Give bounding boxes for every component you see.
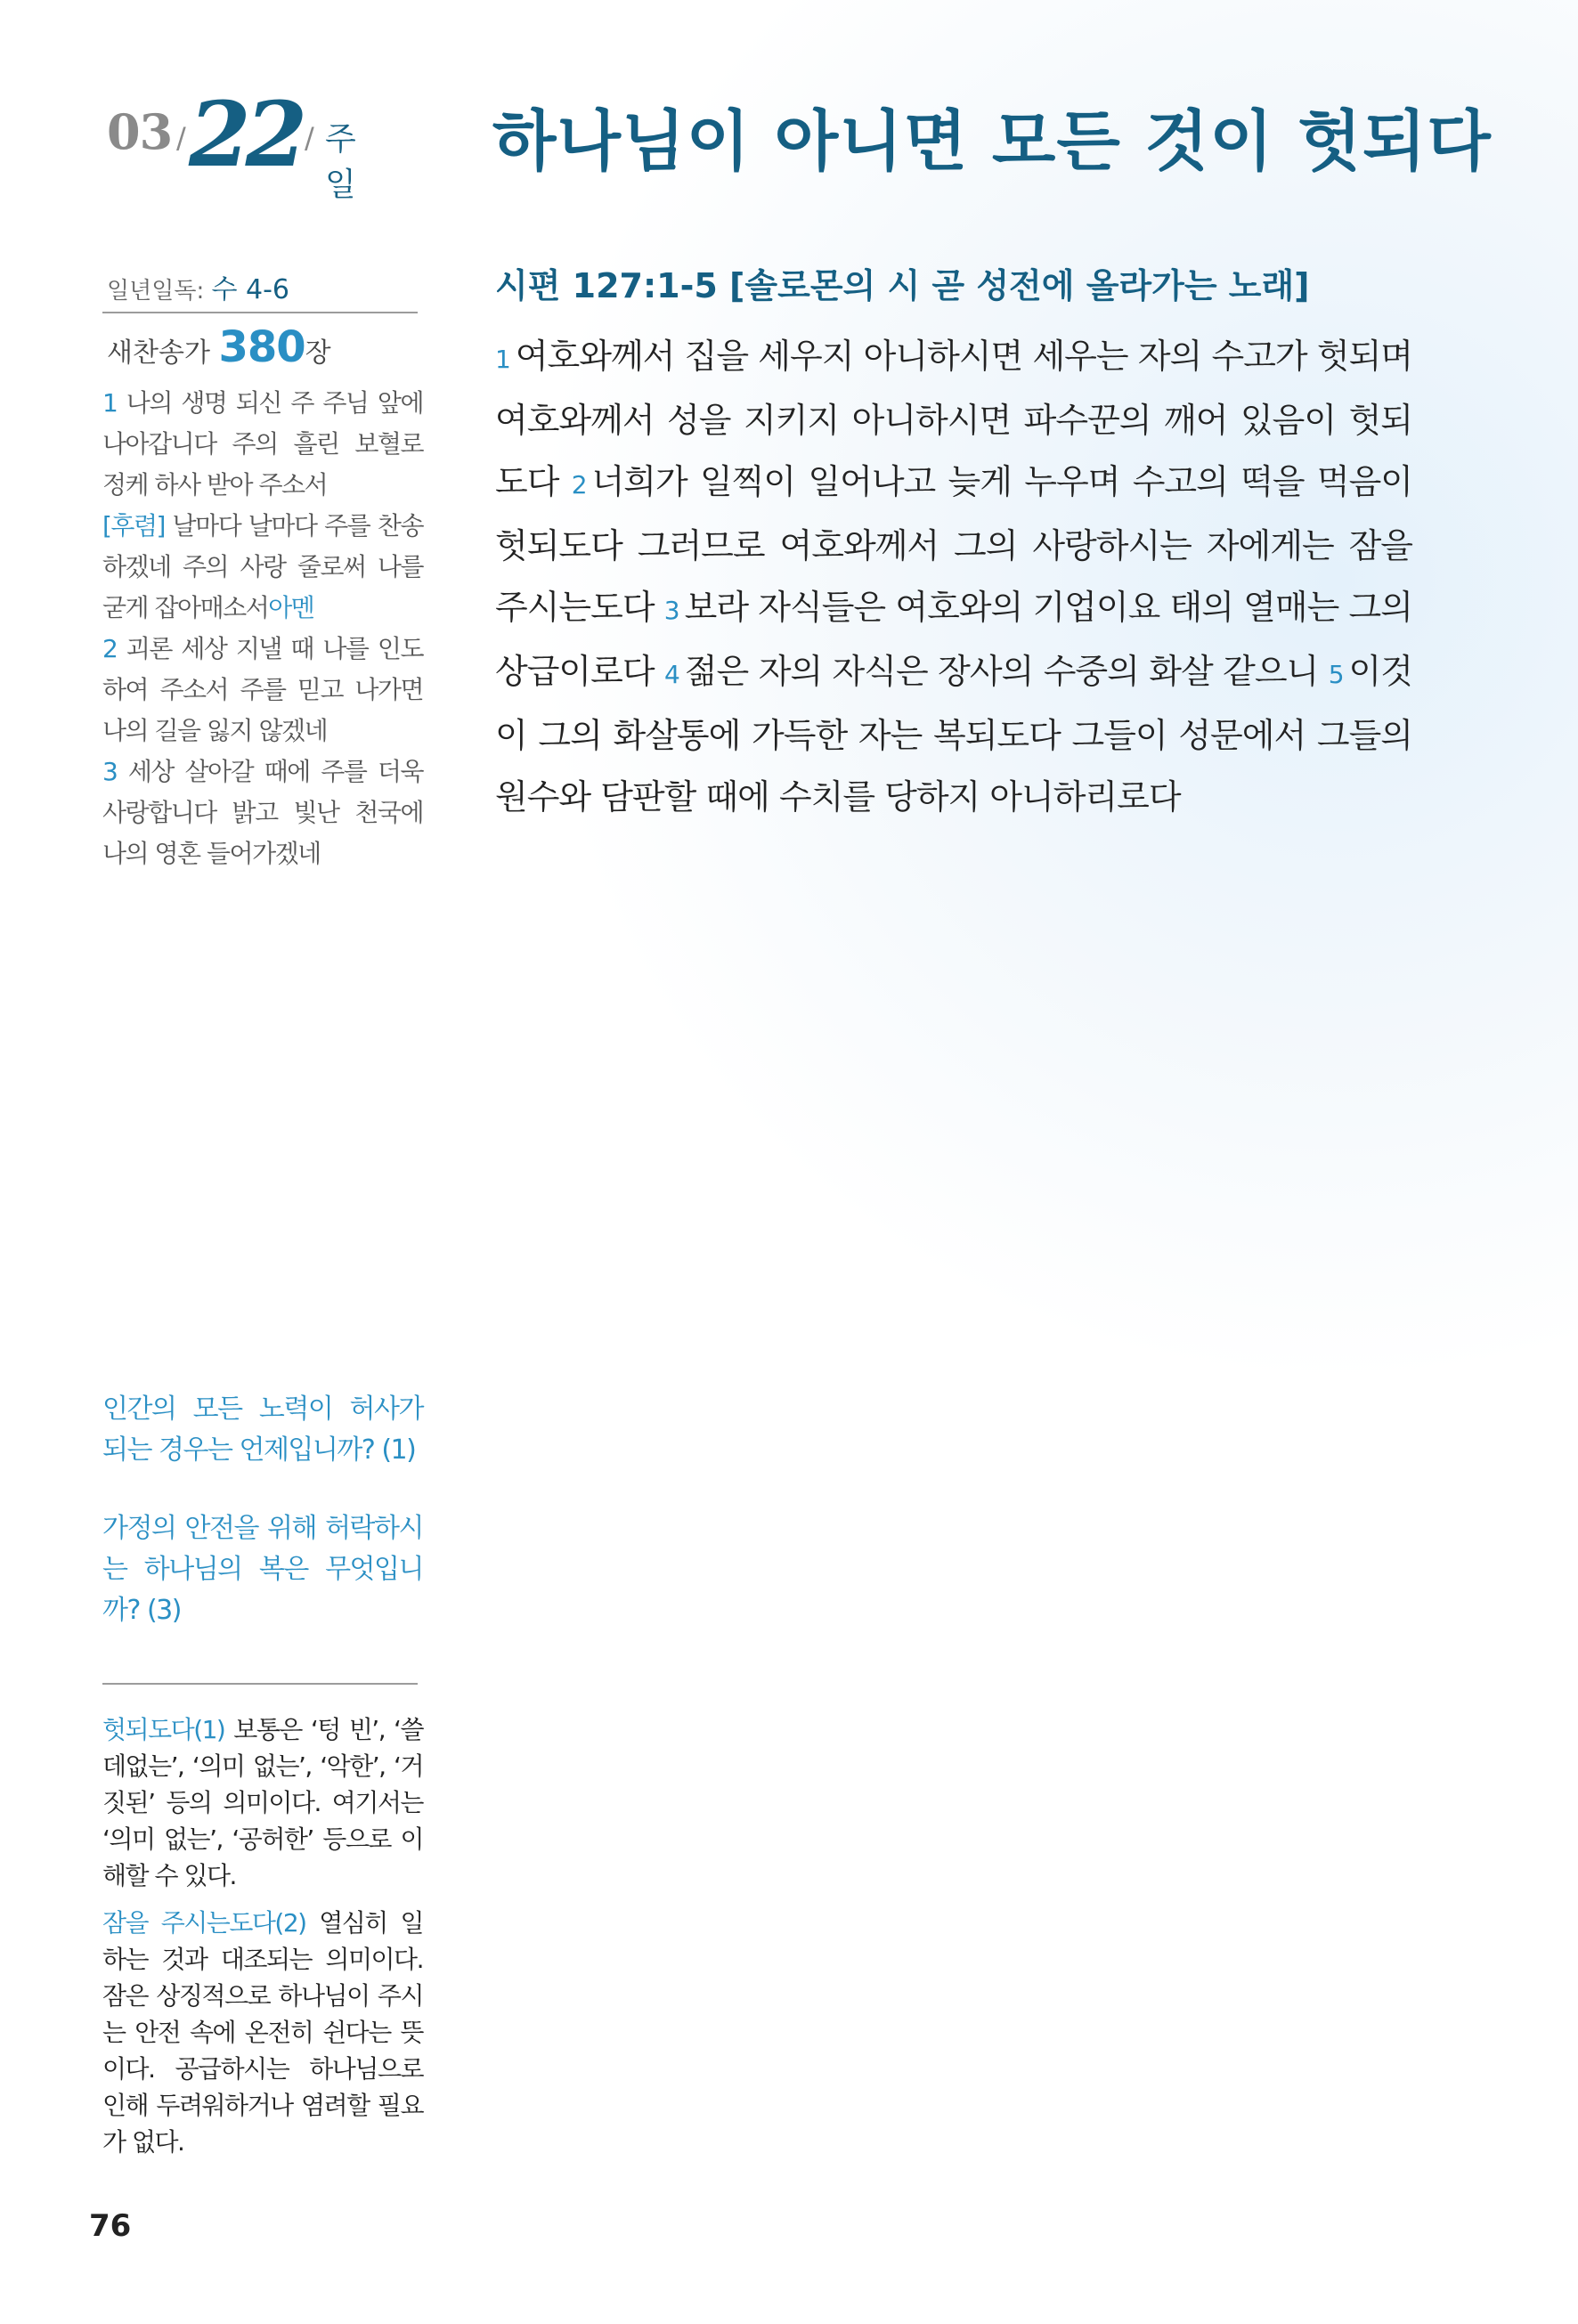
hymn-amen: 아멘 <box>268 593 314 622</box>
hymn-refrain <box>102 506 423 629</box>
verse-text: 이것이 그의 화살통에 가득한 자는 복되도다 그들이 성문에서 그들의 원수와 담판할 때에 수치를 당하지 아니하리로다 <box>495 652 1412 817</box>
hymn-suffix: 장 <box>305 337 331 369</box>
hymn-verse-text: 세상 살아갈 때에 주를 더욱 사랑합니다 밝고 빛난 천국에 나의 영혼 들어가겠네 <box>102 757 423 868</box>
divider <box>102 1683 418 1685</box>
study-questions <box>102 1389 423 1669</box>
date-weekday: 주일 <box>325 121 356 203</box>
hymn-number: 380 <box>218 322 305 372</box>
date-separator: / <box>305 121 314 155</box>
hymn-verse-number: 1 <box>102 388 118 418</box>
page-number: 76 <box>89 2208 132 2244</box>
date-month: 03 <box>107 103 173 160</box>
date-day: 22 <box>189 82 303 187</box>
note-term: 헛되도다(1) <box>102 1715 225 1744</box>
hymn-refrain-label: [후렴] <box>102 511 165 540</box>
question-item: 가정의 안전을 위해 허락하시는 하나님의 복은 무엇입니까? (3) <box>102 1513 423 1626</box>
hymn-verse-number: 2 <box>102 634 118 663</box>
verse-number: 3 <box>663 596 679 625</box>
hymn-lyrics <box>102 383 423 874</box>
verse-number: 5 <box>1328 660 1344 689</box>
verse-number: 1 <box>495 345 510 374</box>
note-term: 잠을 주시는도다(2) <box>102 1908 306 1938</box>
hymn-verse-number: 3 <box>102 757 118 786</box>
hymn-prefix: 새찬송가 <box>107 337 210 369</box>
note-text: 보통은 ‘텅 빈’, ‘쓸데없는’, ‘의미 없는’, ‘악한’, ‘거짓된’ 등의 의미이다. 여기서는 ‘의미 없는’, ‘공허한’ 등으로 이해할 수 있다. <box>102 1715 423 1890</box>
verse-text: 너희가 일찍이 일어나고 늦게 누우며 수고의 떡을 먹음이 헛되도다 그러므로 여호와께서 그의 사랑하시는 자에게는 잠을 주시는도다 <box>495 462 1412 627</box>
hymn-verse-text: 괴론 세상 지낼 때 나를 인도하여 주소서 주를 믿고 나가면 나의 길을 잃지 않겠네 <box>102 634 424 745</box>
hymn-verse <box>102 752 423 874</box>
divider <box>102 312 418 313</box>
annual-reading <box>107 267 289 306</box>
verse-text: 여호와께서 집을 세우지 아니하시면 세우는 자의 수고가 헛되며 여호와께서 성을 지키지 아니하시면 파수꾼의 깨어 있음이 헛되도다 <box>495 337 1412 501</box>
word-notes <box>102 1711 423 2171</box>
note-text: 열심히 일하는 것과 대조되는 의미이다. 잠은 상징적으로 하나님이 주시는 안전 속에 온전히 쉰다는 뜻이다. 공급하시는 하나님으로 인해 두려워하거나 염려할 필요가 없다. <box>102 1908 423 2157</box>
scripture-text <box>495 326 1412 828</box>
annual-reading-label: 일년일독: <box>107 278 205 305</box>
hymn-heading <box>107 322 331 372</box>
note-item <box>102 1711 423 1894</box>
hymn-refrain-text: 날마다 날마다 주를 찬송하겠네 주의 사랑 줄로써 나를 굳게 잡아매소서 <box>102 511 423 622</box>
hymn-verse-text: 나의 생명 되신 주 주님 앞에 나아갑니다 주의 흘린 보혈로 정케 하사 받아 주소서 <box>102 388 424 500</box>
verse-text: 젊은 자의 자식은 장사의 수중의 화살 같으니 <box>684 652 1319 691</box>
note-item <box>102 1905 423 2160</box>
date-separator: / <box>176 121 186 155</box>
question-item: 인간의 모든 노력이 허사가 되는 경우는 언제입니까? (1) <box>102 1394 423 1466</box>
verse-number: 2 <box>571 470 587 500</box>
annual-reading-ref: 수 4-6 <box>211 274 290 305</box>
hymn-verse <box>102 629 423 752</box>
hymn-verse <box>102 383 423 506</box>
verse-text: 보라 자식들은 여호와의 기업이요 태의 열매는 그의 상급이로다 <box>495 588 1412 691</box>
scripture-heading: 시편 127:1-5 [솔로몬의 시 곧 성전에 올라가는 노래] <box>495 266 1310 305</box>
page-title: 하나님이 아니면 모든 것이 헛되다 <box>492 103 1492 180</box>
verse-number: 4 <box>664 660 679 689</box>
